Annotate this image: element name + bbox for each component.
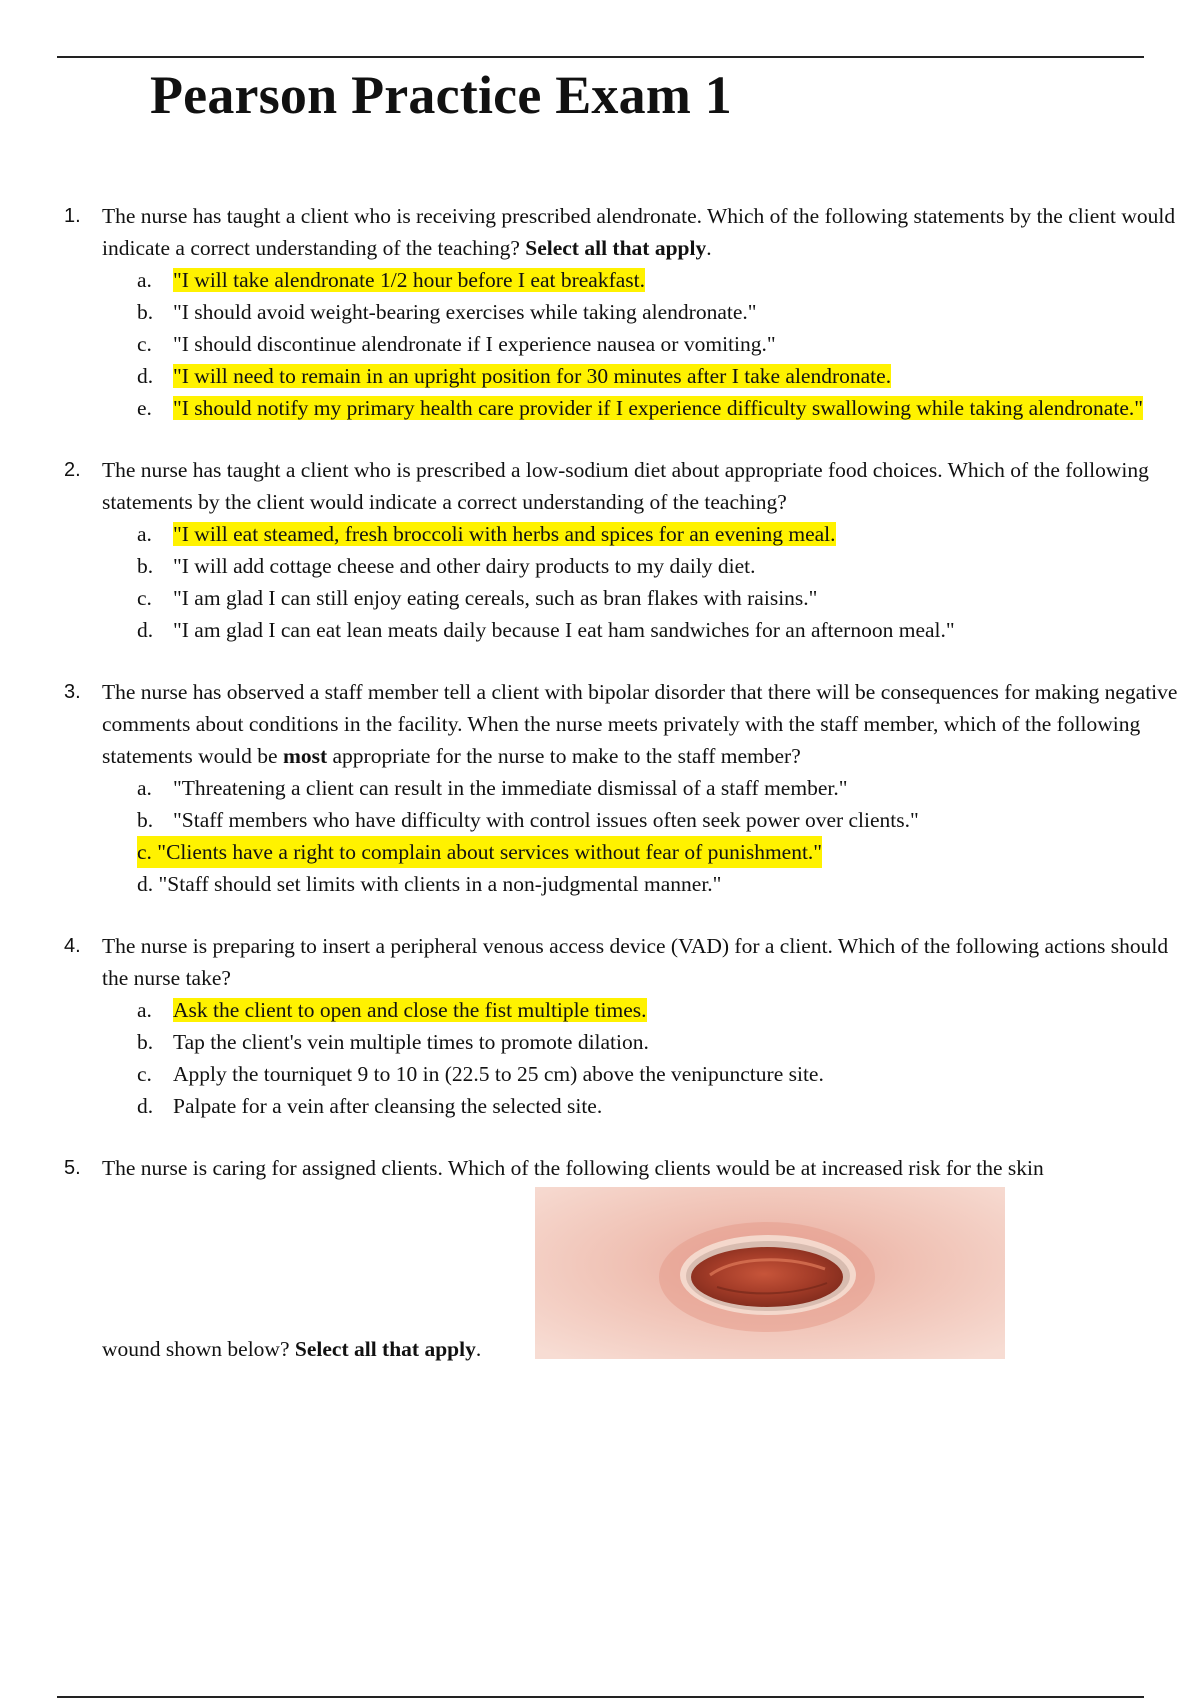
question-number: 5. (64, 1157, 81, 1179)
answer-option[interactable]: d. Palpate for a vein after cleansing the selected site. (137, 1094, 603, 1118)
question-number: 2. (64, 459, 81, 481)
question-2 (60, 454, 1185, 646)
highlighted-answer: "I will eat steamed, fresh broccoli with herbs and spices for an evening meal. (173, 522, 836, 546)
question-list (60, 200, 1185, 1374)
answer-option[interactable] (137, 836, 1185, 868)
question-stem: The nurse is preparing to insert a peripheral venous access device (VAD) for a client. Which of the following actions should the nurse take? (102, 934, 1169, 990)
question-5 (60, 1152, 1185, 1374)
answer-option[interactable]: b. "I will add cottage cheese and other dairy products to my daily diet. (137, 554, 756, 578)
top-rule (57, 56, 1144, 58)
answer-options (102, 264, 1185, 424)
highlighted-answer: c. "Clients have a right to complain about services without fear of punishment." (137, 836, 822, 868)
question-1 (60, 200, 1185, 424)
highlighted-answer: "I will need to remain in an upright position for 30 minutes after I take alendronate. (173, 364, 892, 388)
question-number: 3. (64, 681, 81, 703)
question-3 (60, 676, 1185, 900)
highlighted-answer: Ask the client to open and close the fist multiple times. (173, 998, 647, 1022)
answer-option[interactable]: a. "Threatening a client can result in the immediate dismissal of a staff member." (137, 776, 848, 800)
answer-option[interactable]: a. "I will eat steamed, fresh broccoli with herbs and spices for an evening meal. (137, 522, 836, 546)
page-title: Pearson Practice Exam 1 (150, 65, 732, 125)
answer-options (102, 772, 1185, 900)
question-number: 4. (64, 935, 81, 957)
skin-wound-image (535, 1187, 1005, 1359)
answer-option[interactable]: d. "Staff should set limits with clients in a non-judgmental manner." (137, 872, 722, 896)
answer-options (102, 994, 1185, 1122)
answer-option[interactable]: b. "Staff members who have difficulty with control issues often seek power over clients." (137, 808, 919, 832)
question-stem: The nurse has taught a client who is receiving prescribed alendronate. Which of the following statements by the client would indicate a correct understanding of the teaching? Select all that apply. (102, 204, 1176, 260)
answer-option[interactable]: c. "I am glad I can still enjoy eating cereals, such as bran flakes with raisins." (137, 586, 818, 610)
question-number: 1. (64, 205, 81, 227)
answer-option[interactable]: a. Ask the client to open and close the fist multiple times. (137, 998, 647, 1022)
select-all-emphasis: Select all that apply (294, 1337, 476, 1361)
answer-option[interactable]: d. "I am glad I can eat lean meats daily because I eat ham sandwiches for an afternoon meal." (137, 618, 955, 642)
question-4 (60, 930, 1185, 1122)
question-stem-continued: wound shown below? Select all that apply. (102, 1337, 482, 1361)
answer-option[interactable]: d. "I will need to remain in an upright position for 30 minutes after I take alendronate. (137, 364, 892, 388)
answer-options (102, 518, 1185, 646)
question-stem: The nurse has observed a staff member tell a client with bipolar disorder that there will be consequences for making negative comments about conditions in the facility. When the nurse meets privately with the staff member, which of the following statements would be most appropriate for the nurse to make to the staff member? (102, 680, 1178, 768)
highlighted-answer: "I should notify my primary health care provider if I experience difficulty swallowing while taking alendronate." (173, 396, 1144, 420)
answer-option[interactable]: b. Tap the client's vein multiple times to promote dilation. (137, 1030, 649, 1054)
answer-option[interactable]: a. "I will take alendronate 1/2 hour before I eat breakfast. (137, 268, 646, 292)
answer-option[interactable]: e. "I should notify my primary health care provider if I experience difficulty swallowing while taking alendronate." (137, 396, 1144, 420)
select-all-emphasis: Select all that apply (525, 236, 707, 260)
answer-option[interactable]: c. Apply the tourniquet 9 to 10 in (22.5 to 25 cm) above the venipuncture site. (137, 1062, 824, 1086)
question-stem: The nurse is caring for assigned clients. Which of the following clients would be at increased risk for the skin (102, 1156, 1044, 1180)
answer-option[interactable]: c. "I should discontinue alendronate if I experience nausea or vomiting." (137, 332, 776, 356)
bottom-rule (57, 1696, 1144, 1698)
most-emphasis: most (282, 744, 328, 768)
answer-option[interactable]: b. "I should avoid weight-bearing exercises while taking alendronate." (137, 300, 757, 324)
highlighted-answer: "I will take alendronate 1/2 hour before I eat breakfast. (173, 268, 646, 292)
question-stem: The nurse has taught a client who is prescribed a low-sodium diet about appropriate food choices. Which of the following statements by the client would indicate a correct understanding of the teaching? (102, 458, 1149, 514)
